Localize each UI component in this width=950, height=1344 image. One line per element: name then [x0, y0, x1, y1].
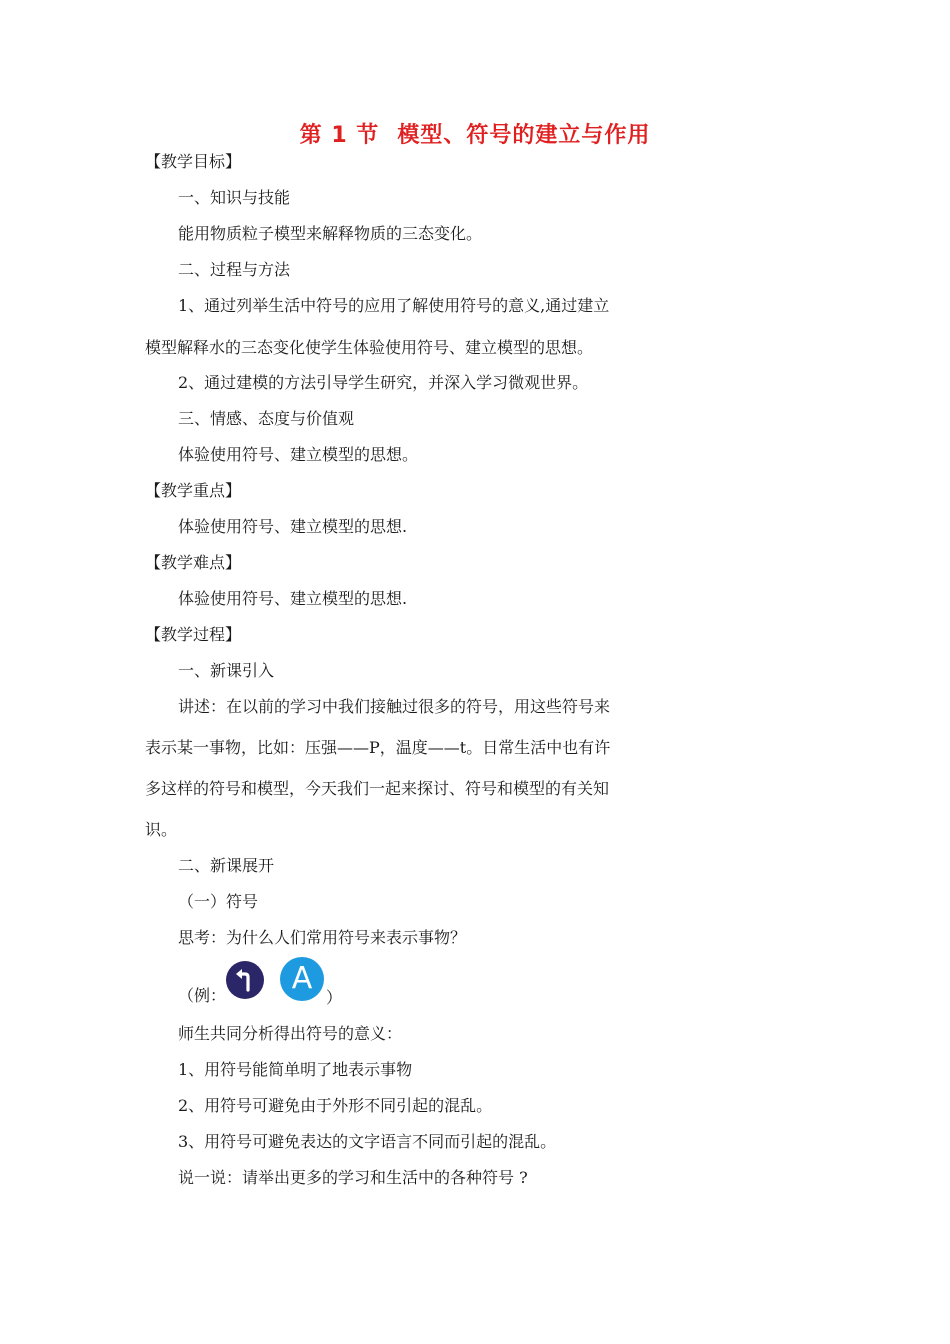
page-title: [0, 118, 950, 149]
section-number: 第 1 节: [299, 123, 380, 148]
paragraph: 一、知识与技能: [178, 188, 291, 207]
list-item: 1、用符号能简单明了地表示事物: [178, 1060, 413, 1079]
list-item: 2、用符号可避免由于外形不同引起的混乱。: [178, 1096, 493, 1115]
paragraph: 1、通过列举生活中符号的应用了解使用符号的意义,通过建立: [178, 296, 610, 315]
heading-key-points: 【教学重点】: [145, 481, 242, 500]
section-title: 模型、符号的建立与作用: [397, 123, 651, 148]
paragraph: 师生共同分析得出符号的意义：: [178, 1024, 403, 1043]
paragraph: 二、新课展开: [178, 856, 275, 875]
paragraph: 体验使用符号、建立模型的思想。: [178, 445, 419, 464]
paragraph: 能用物质粒子模型来解释物质的三态变化。: [178, 224, 483, 243]
heading-objectives: 【教学目标】: [145, 152, 242, 171]
close-paren: ）: [326, 988, 343, 1007]
paragraph: （一）符号: [178, 892, 259, 911]
paragraph: 体验使用符号、建立模型的思想.: [178, 589, 408, 608]
paragraph: 识。: [145, 820, 178, 839]
paragraph: 多这样的符号和模型，今天我们一起来探讨、符号和模型的有关知: [145, 779, 610, 798]
paragraph: 二、过程与方法: [178, 260, 291, 279]
paragraph: 表示某一事物，比如：压强——P，温度——t。日常生活中也有许: [145, 738, 611, 757]
heading-difficulties: 【教学难点】: [145, 553, 242, 572]
heading-process: 【教学过程】: [145, 625, 242, 644]
paragraph: 2、通过建模的方法引导学生研究，并深入学习微观世界。: [178, 373, 589, 392]
paragraph: 模型解释水的三态变化使学生体验使用符号、建立模型的思想。: [145, 338, 594, 357]
letter-a-icon: A: [280, 957, 324, 1001]
list-item: 3、用符号可避免表达的文字语言不同而引起的混乱。: [178, 1132, 557, 1151]
paragraph: 说一说：请举出更多的学习和生活中的各种符号 ?: [178, 1168, 528, 1187]
example-label: （例：: [178, 986, 227, 1005]
paragraph: 思考：为什么人们常用符号来表示事物？: [178, 928, 467, 947]
paragraph: 体验使用符号、建立模型的思想.: [178, 517, 408, 536]
turn-left-arrow-icon: [226, 961, 264, 999]
paragraph: 讲述：在以前的学习中我们接触过很多的符号，用这些符号来: [178, 697, 611, 716]
paragraph: 一、新课引入: [178, 661, 275, 680]
paragraph: 三、情感、态度与价值观: [178, 409, 355, 428]
